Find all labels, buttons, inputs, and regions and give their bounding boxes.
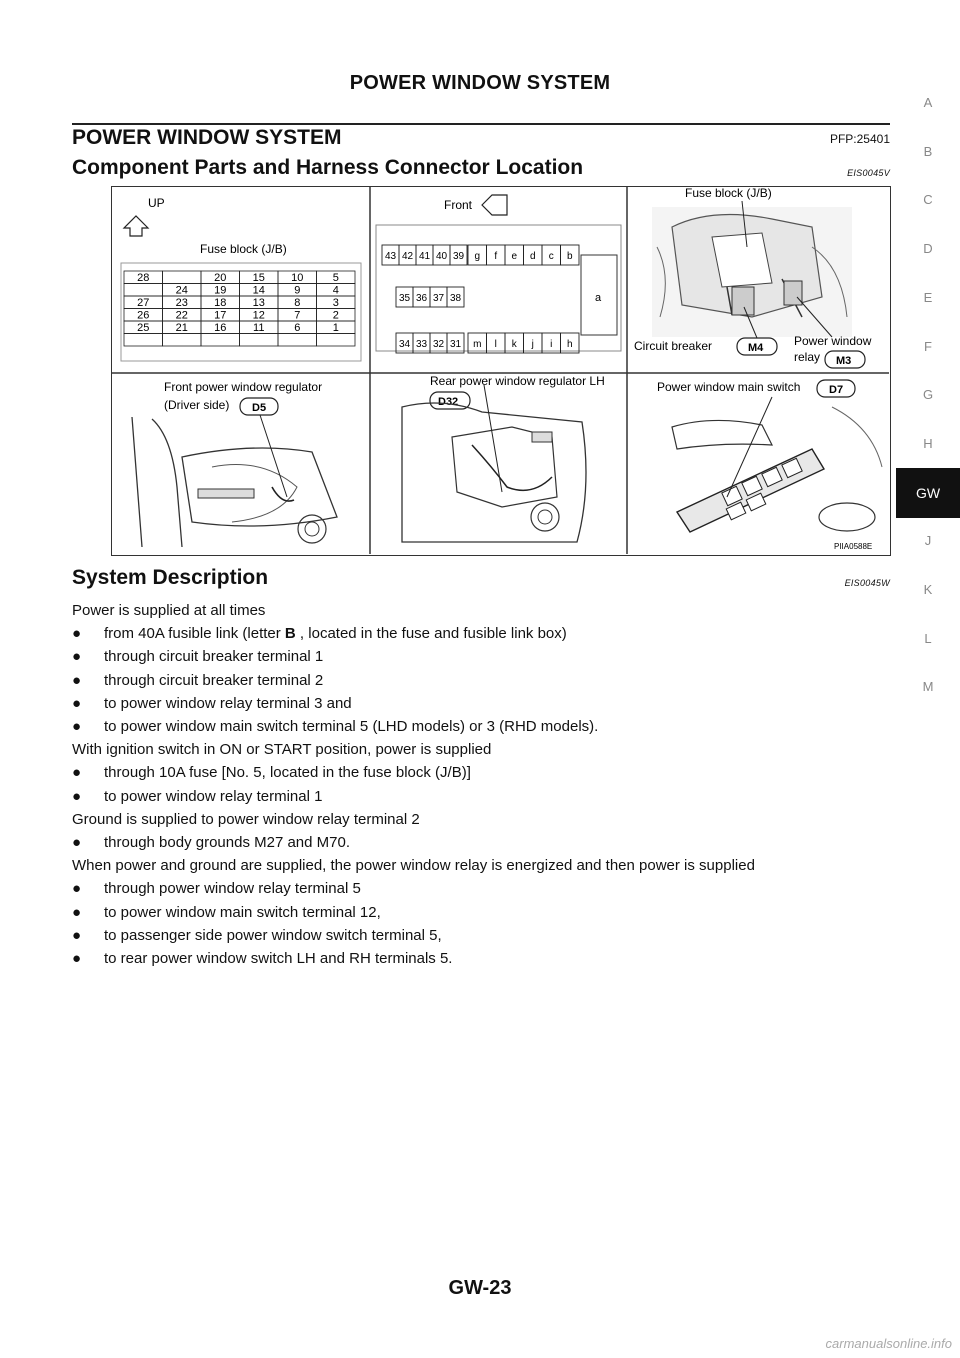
pw-relay-label-1: Power window bbox=[794, 334, 872, 348]
bullet-3-text: through circuit breaker terminal 2 bbox=[104, 671, 324, 689]
bullet-icon: ● bbox=[72, 834, 82, 852]
bullet-icon: ● bbox=[72, 950, 82, 968]
component-location-figure bbox=[111, 186, 891, 556]
relay-cell-label: e bbox=[511, 251, 518, 262]
relay-cell-label: j bbox=[531, 339, 534, 350]
bullet-icon: ● bbox=[72, 648, 82, 666]
relay-cell-label: 41 bbox=[418, 251, 431, 262]
relay-cell-label: 40 bbox=[435, 251, 448, 262]
bullet-icon: ● bbox=[72, 718, 82, 736]
connector-m3: M3 bbox=[836, 355, 852, 367]
fuse-number: 5 bbox=[332, 272, 339, 284]
bullet-11 bbox=[72, 924, 902, 947]
relay-cell-label: 43 bbox=[384, 251, 397, 262]
front-door-drawing bbox=[132, 417, 337, 547]
fuse-cell bbox=[163, 334, 202, 347]
bullet-10-text: to power window main switch terminal 12, bbox=[104, 903, 381, 921]
relay-cell-label: d bbox=[529, 251, 536, 262]
connector-d32: D32 bbox=[438, 396, 459, 408]
relay-cell-label: 33 bbox=[415, 339, 428, 350]
fuse-number: 26 bbox=[137, 309, 150, 322]
fuse-number: 20 bbox=[214, 272, 227, 284]
fuse-cell bbox=[240, 334, 279, 347]
paragraph-4: When power and ground are supplied, the power window relay is energized and then power is supplied bbox=[72, 857, 755, 875]
bullet-12 bbox=[72, 947, 902, 970]
front-regulator-label-2: (Driver side) bbox=[164, 398, 230, 412]
relay-cell-label: 38 bbox=[449, 293, 462, 304]
bullet-6-text: through 10A fuse [No. 5, located in the fuse block (J/B)] bbox=[104, 764, 471, 782]
section-tab-c[interactable]: C bbox=[923, 192, 933, 208]
bullet-1-text-b: , located in the fuse and fusible link box) bbox=[295, 625, 567, 643]
fuse-number: 24 bbox=[175, 284, 188, 297]
section-tab-d[interactable]: D bbox=[923, 241, 933, 257]
relay-cell-label: 36 bbox=[415, 293, 428, 304]
header-rule bbox=[72, 123, 890, 125]
bullet-10 bbox=[72, 901, 902, 924]
fuse-number: 6 bbox=[294, 322, 301, 334]
section-tab-j[interactable]: J bbox=[924, 533, 932, 549]
relay-cell-label: h bbox=[566, 339, 573, 350]
fuse-grid bbox=[124, 271, 355, 346]
main-switch-drawing bbox=[672, 407, 882, 532]
bullet-1 bbox=[72, 622, 902, 645]
bullet-5-text: to power window main switch terminal 5 (LHD models) or 3 (RHD models). bbox=[104, 718, 599, 736]
paragraph-2: With ignition switch in ON or START position, power is supplied bbox=[72, 741, 492, 759]
leader-d32 bbox=[484, 385, 502, 492]
fuse-number: 15 bbox=[252, 272, 265, 284]
bullet-2 bbox=[72, 645, 902, 668]
bullet-icon: ● bbox=[72, 787, 82, 805]
paragraph-3: Ground is supplied to power window relay terminal 2 bbox=[72, 810, 420, 828]
fuse-number: 28 bbox=[137, 272, 150, 284]
relay-cell-label: g bbox=[474, 251, 481, 262]
bullet-icon: ● bbox=[72, 926, 82, 944]
main-switch-label: Power window main switch bbox=[657, 380, 801, 394]
fuse-number: 13 bbox=[252, 297, 265, 309]
fuse-number: 7 bbox=[294, 309, 301, 322]
section-tab-b[interactable]: B bbox=[923, 143, 933, 159]
fuse-number: 14 bbox=[252, 284, 265, 297]
bullet-12-text: to rear power window switch LH and RH terminals 5. bbox=[104, 950, 453, 968]
bullet-icon: ● bbox=[72, 880, 82, 898]
front-regulator-label-1: Front power window regulator bbox=[164, 380, 323, 394]
fuse-number: 12 bbox=[252, 309, 265, 322]
bullet-8-text: through body grounds M27 and M70. bbox=[104, 834, 350, 852]
relay-cell-label: k bbox=[511, 339, 517, 350]
relay-cell-label: c bbox=[548, 251, 554, 262]
relay-cell-label: 35 bbox=[398, 293, 411, 304]
fuse-cell bbox=[201, 334, 240, 347]
section-tab-e[interactable]: E bbox=[923, 289, 933, 305]
relay-diagram bbox=[382, 245, 579, 353]
subsection-code-system: EIS0045W bbox=[844, 578, 890, 588]
fuse-number: 21 bbox=[175, 322, 188, 334]
bullet-6 bbox=[72, 761, 902, 784]
section-title: POWER WINDOW SYSTEM bbox=[72, 126, 342, 149]
section-tab-a[interactable]: A bbox=[923, 95, 933, 110]
fuse-number: 1 bbox=[332, 322, 339, 334]
relay-cell-label: 42 bbox=[401, 251, 414, 262]
fuse-number: 23 bbox=[175, 297, 188, 309]
connector-d7: D7 bbox=[829, 384, 844, 396]
section-tab-l[interactable]: L bbox=[924, 630, 932, 646]
bullet-icon: ● bbox=[72, 625, 82, 643]
fuse-number: 10 bbox=[291, 272, 304, 284]
relay-a-label: a bbox=[595, 292, 602, 304]
front-arrow-icon bbox=[482, 195, 507, 215]
relay-cell-label: f bbox=[494, 251, 498, 262]
bullet-3 bbox=[72, 669, 902, 692]
bullet-icon: ● bbox=[72, 694, 82, 712]
rear-door-drawing bbox=[402, 403, 586, 542]
fuse-cell bbox=[278, 334, 317, 347]
section-tab-h[interactable]: H bbox=[923, 435, 933, 451]
bullet-1-text-a: from 40A fusible link (letter bbox=[104, 625, 285, 643]
bullet-5 bbox=[72, 715, 902, 738]
fuse-number: 16 bbox=[214, 322, 227, 334]
system-description-body bbox=[72, 599, 902, 970]
bullet-8 bbox=[72, 831, 902, 854]
fuse-number: 9 bbox=[294, 284, 301, 297]
fuse-number: 25 bbox=[137, 322, 150, 334]
bullet-1-bold: B bbox=[284, 625, 296, 643]
fuse-cell bbox=[317, 334, 356, 347]
relay-cell-label: m bbox=[473, 339, 482, 350]
bullet-7-text: to power window relay terminal 1 bbox=[104, 787, 323, 805]
fuse-number: 18 bbox=[214, 297, 227, 309]
up-arrow-icon bbox=[124, 216, 148, 236]
section-code: PFP:25401 bbox=[829, 132, 890, 146]
fuse-number: 2 bbox=[332, 309, 339, 322]
subsection-code-components: EIS0045V bbox=[847, 168, 890, 178]
bullet-7 bbox=[72, 785, 902, 808]
fuse-number: 17 bbox=[214, 309, 227, 322]
up-label: UP bbox=[148, 196, 165, 210]
section-tab-f[interactable]: F bbox=[924, 338, 932, 354]
relay-cell-label: b bbox=[566, 251, 573, 262]
bullet-icon: ● bbox=[72, 671, 82, 689]
fuse-number: 3 bbox=[332, 297, 339, 309]
relay-cell-label: i bbox=[550, 339, 553, 350]
subsection-title-system: System Description bbox=[72, 566, 269, 589]
relay-cell-label: 39 bbox=[452, 251, 465, 262]
front-label: Front bbox=[444, 198, 473, 212]
circuit-breaker-label: Circuit breaker bbox=[634, 339, 713, 353]
bullet-9 bbox=[72, 877, 902, 900]
page-number: GW-23 bbox=[448, 1277, 512, 1299]
relay-cell-label: 32 bbox=[432, 339, 445, 350]
paragraph-1: Power is supplied at all times bbox=[72, 602, 266, 619]
connector-d5: D5 bbox=[252, 402, 267, 414]
fuse-cell bbox=[124, 284, 163, 297]
section-tab-gw[interactable]: GW bbox=[896, 468, 960, 518]
fuse-cell bbox=[124, 334, 163, 347]
figure-svg bbox=[112, 187, 889, 554]
subsection-title-components: Component Parts and Harness Connector Location bbox=[72, 156, 584, 179]
bullet-9-text: through power window relay terminal 5 bbox=[104, 880, 361, 898]
fuse-block-photo bbox=[652, 207, 852, 337]
fuse-cell bbox=[163, 271, 202, 284]
connector-m4: M4 bbox=[748, 342, 764, 354]
fuse-number: 11 bbox=[253, 322, 265, 334]
relay-cell-label: 37 bbox=[432, 293, 445, 304]
fuse-number: 4 bbox=[332, 284, 339, 297]
leader-d5 bbox=[260, 415, 287, 497]
relay-cell-label: 34 bbox=[398, 339, 411, 350]
bullet-11-text: to passenger side power window switch terminal 5, bbox=[104, 926, 442, 944]
bullet-icon: ● bbox=[72, 764, 82, 782]
figure-id: PIIA0588E bbox=[834, 542, 873, 551]
bullet-2-text: through circuit breaker terminal 1 bbox=[104, 648, 324, 666]
bullet-4-text: to power window relay terminal 3 and bbox=[104, 694, 352, 712]
fuse-number: 19 bbox=[214, 284, 227, 297]
fuse-number: 8 bbox=[294, 297, 301, 309]
bullet-4 bbox=[72, 692, 902, 715]
running-header: POWER WINDOW SYSTEM bbox=[349, 72, 611, 94]
relay-cell-label: l bbox=[494, 339, 497, 350]
photo-fuse-block-label: Fuse block (J/B) bbox=[685, 187, 772, 200]
fuse-number: 27 bbox=[137, 297, 150, 309]
site-watermark: carmanualsonline.info bbox=[825, 1336, 952, 1351]
relay-cell-label: 31 bbox=[449, 339, 462, 350]
fuse-number: 22 bbox=[175, 309, 188, 322]
rear-regulator-label: Rear power window regulator LH bbox=[430, 374, 605, 388]
section-tab-g[interactable]: G bbox=[922, 387, 934, 403]
fuse-block-label: Fuse block (J/B) bbox=[200, 242, 287, 256]
section-tab-k[interactable]: K bbox=[923, 582, 933, 597]
section-tab-m[interactable]: M bbox=[922, 679, 934, 695]
bullet-icon: ● bbox=[72, 903, 82, 921]
pw-relay-label-2: relay bbox=[794, 350, 821, 364]
